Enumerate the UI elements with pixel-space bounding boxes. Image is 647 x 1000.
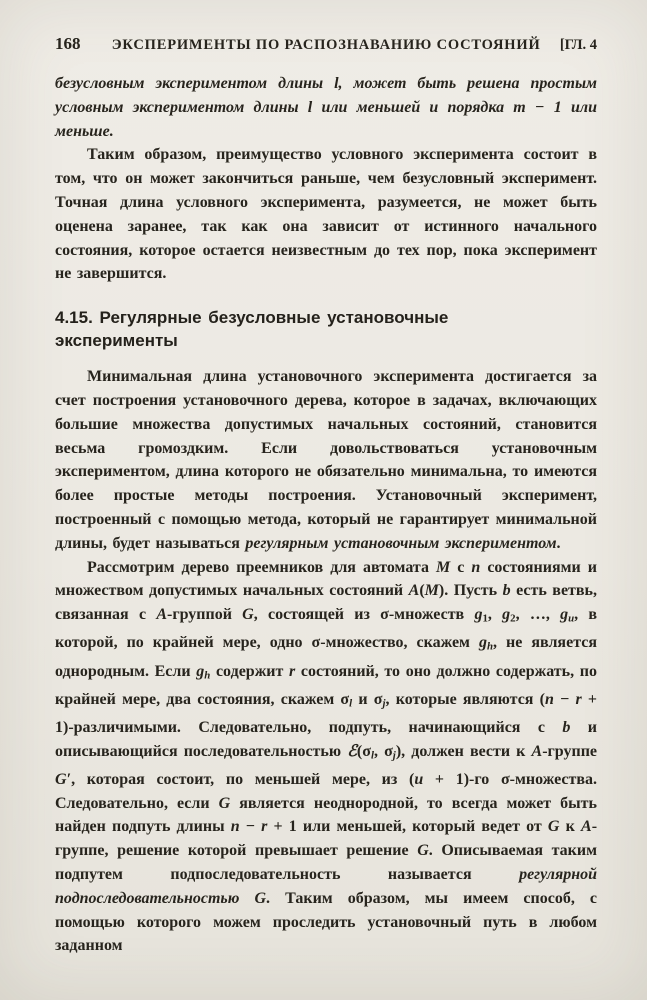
paragraph-minimal-length: Минимальная длина установочного эксперимента достигается за счет построения установочного дерева, которое в задачах, включающих большие множества допустимых начальных состояний, становится весьма громоздким. Если довольствоваться установочным экспериментом, длина которого не обязательно минимальна, то имеются более простые методы построения. Установочный эксперимент, построенный с помощью метода, который не гарантирует минимальной длины, будет называться регулярным установочным экспериментом.: [55, 368, 597, 552]
page-body: [55, 72, 597, 958]
chapter-ref: [ГЛ. 4: [559, 37, 597, 53]
paragraph-intro-continued: безусловным экспериментом длины l, может быть решена простым условным экспериментом длины l или меньшей и порядка m − 1 или меньше.: [55, 75, 598, 140]
section-heading: 4.15. Регулярные безусловные установочные эксперименты: [55, 308, 449, 351]
paragraph-conditional-advantage: Таким образом, преимущество условного эксперимента состоит в том, что он может закончиться раньше, чем безусловный эксперимент. Точная длина условного эксперимента, разумеется, не может быть оценена заранее, так как она зависит от истинного начального состояния, которое остается неизвестным до тех пор, пока эксперимент не завершится.: [55, 146, 597, 283]
running-title: ЭКСПЕРИМЕНТЫ ПО РАСПОЗНАВАНИЮ СОСТОЯНИЙ: [111, 37, 541, 53]
paragraph-successor-tree: Рассмотрим дерево преемников для автомата M с n состояниями и множеством допустимых начальных состояний A(M). Пусть b есть ветвь, связанная с A-группой G, состоящей из σ-множеств g1, g2, …, gu, в которой, по крайней мере, одно σ-множество, скажем gh, не является однородным. Если gh содержит r состояний, то оно должно содержать, по крайней мере, два состояния, скажем σl и σj, которые являются (n − r + 1)-различимыми. Следовательно, подпуть, начинающийся с b и описывающийся последовательностью ℰ(σl, σj), должен вести к A-группе G′, которая состоит, по меньшей мере, из (u + 1)-го σ-множества. Следовательно, если G является неоднородной, то всегда может быть найден подпуть длины n − r + 1 или меньшей, который ведет от G к A-группе, решение которой превышает решение G. Описываемая таким подпутем подпоследовательность называется регулярной подпоследовательностью G. Таким образом, мы имеем способ, с помощью которого можем проследить установочный путь в любом заданном: [55, 558, 598, 955]
page-header: [55, 34, 597, 54]
page-number: 168: [55, 34, 81, 53]
